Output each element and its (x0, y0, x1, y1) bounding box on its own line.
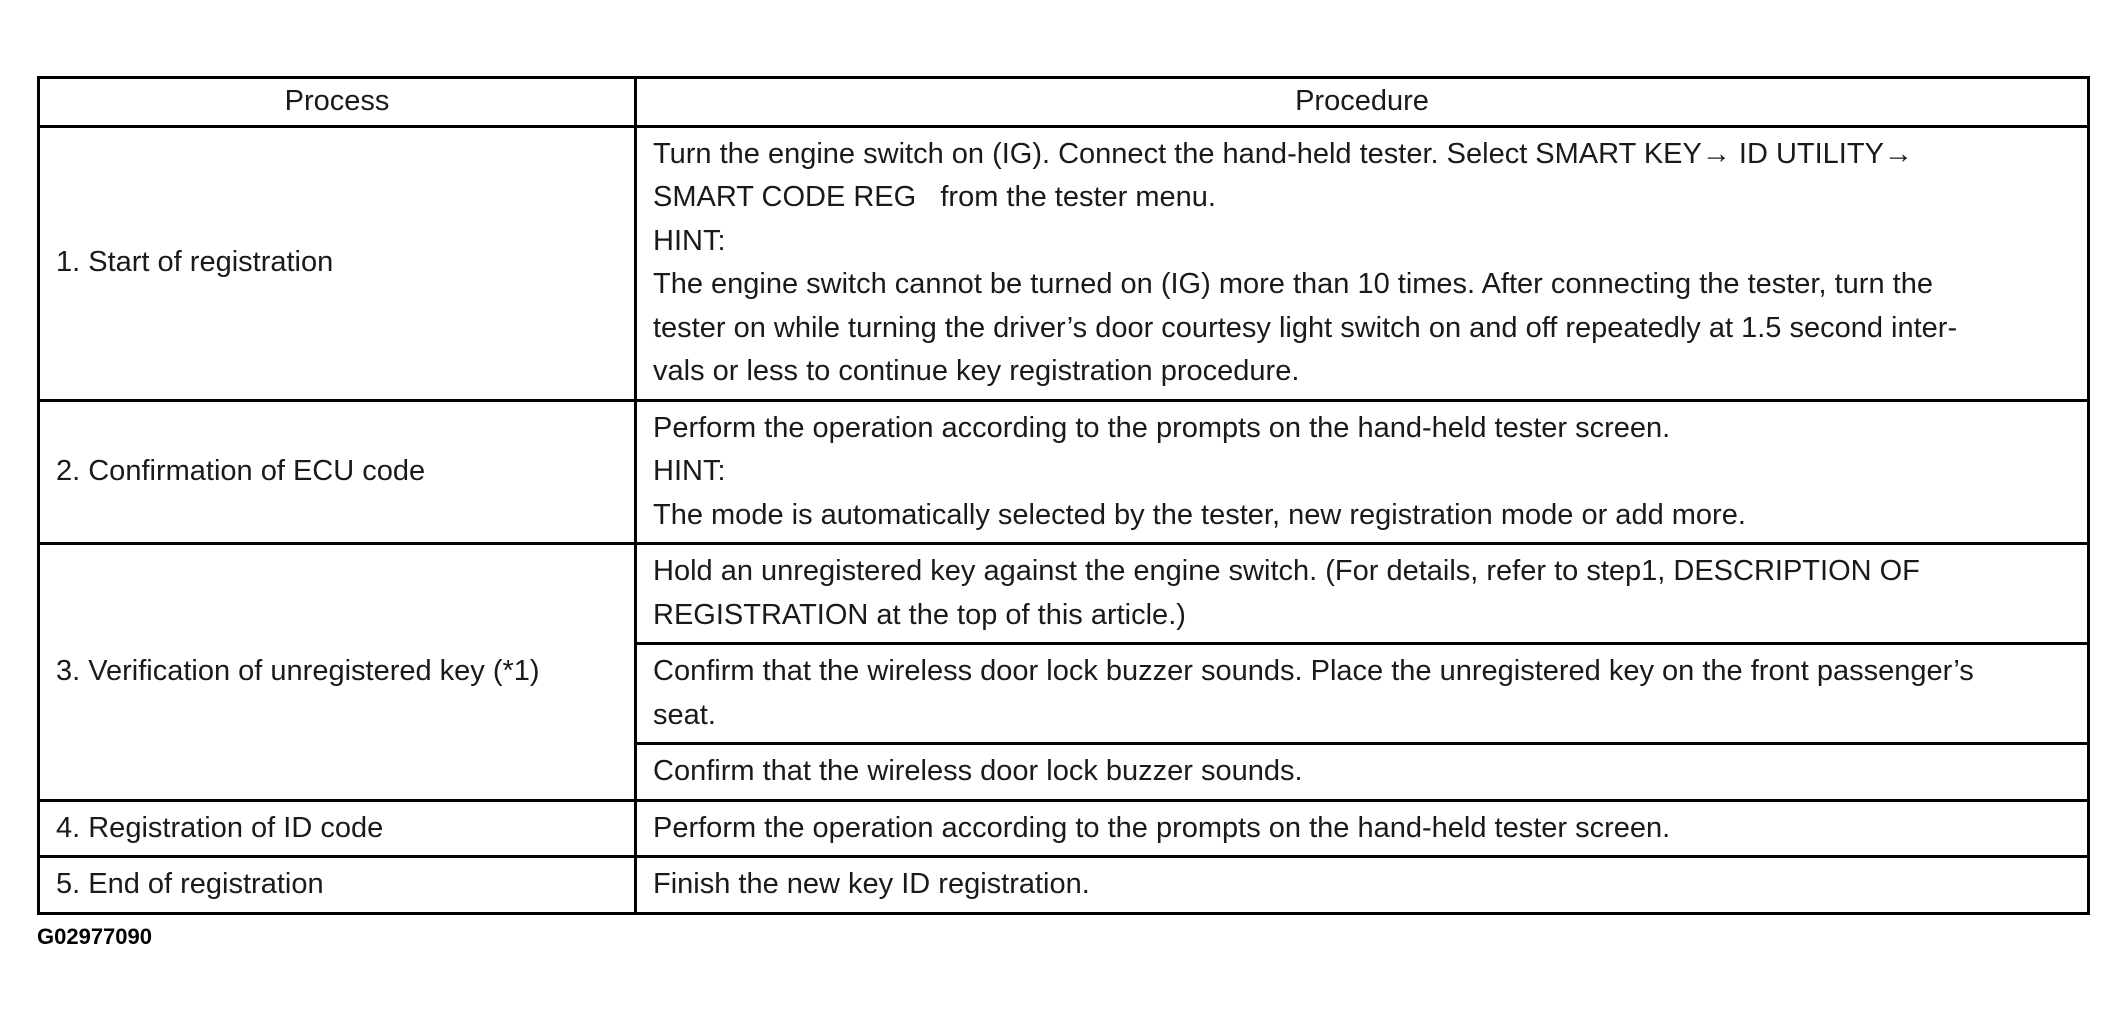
procedure-line: Perform the operation according to the prompts on the hand-held tester screen. (653, 811, 1671, 844)
process-cell: 2. Confirmation of ECU code (39, 400, 636, 544)
procedure-cell (636, 644, 2089, 744)
procedure-cell (636, 857, 2089, 914)
process-cell: 5. End of registration (39, 857, 636, 914)
header-procedure: Procedure (636, 78, 2089, 127)
figure-id: G02977090 (37, 924, 152, 949)
procedure-cell (636, 126, 2089, 400)
process-cell: 4. Registration of ID code (39, 800, 636, 857)
procedure-line: The mode is automatically selected by the tester, new registration mode or add more. (653, 498, 1746, 531)
procedure-cell (636, 544, 2089, 644)
procedure-line: vals or less to continue key registration procedure. (653, 355, 1300, 387)
procedure-line: REGISTRATION at the top of this article.) (653, 598, 1186, 631)
procedure-line: Perform the operation according to the prompts on the hand-held tester screen. (653, 411, 1671, 444)
table-row (39, 800, 2089, 857)
hint-label: HINT: (653, 455, 726, 487)
table-header-row (39, 78, 2089, 127)
registration-procedure-table (37, 76, 2090, 915)
table-row (39, 857, 2089, 914)
table-row (39, 126, 2089, 400)
procedure-cell (636, 400, 2089, 544)
procedure-line: SMART CODE REG from the tester menu. (653, 181, 1216, 213)
procedure-line: Confirm that the wireless door lock buzzer sounds. (653, 755, 1303, 787)
hint-label: HINT: (653, 224, 726, 257)
process-cell: 3. Verification of unregistered key (*1) (39, 544, 636, 801)
procedure-line: tester on while turning the driver’s door courtesy light switch on and off repeatedly at 1.5 second inter- (653, 311, 1958, 344)
procedure-line: Confirm that the wireless door lock buzzer sounds. Place the unregistered key on the front passenger’s (653, 655, 1974, 687)
header-process: Process (39, 78, 636, 127)
procedure-line: Hold an unregistered key against the engine switch. (For details, refer to step1, DESCRIPTION OF (653, 555, 1920, 587)
procedure-cell (636, 800, 2089, 857)
procedure-line: seat. (653, 698, 716, 731)
procedure-cell (636, 744, 2089, 801)
procedure-line: The engine switch cannot be turned on (IG) more than 10 times. After connecting the tester, turn the (653, 268, 1933, 300)
procedure-line: Finish the new key ID registration. (653, 868, 1090, 900)
procedure-line: Turn the engine switch on (IG). Connect the hand-held tester. Select SMART KEY→ ID UTILITY→ (653, 137, 1913, 170)
table-row (39, 544, 2089, 644)
table-row (39, 400, 2089, 544)
process-cell: 1. Start of registration (39, 126, 636, 400)
